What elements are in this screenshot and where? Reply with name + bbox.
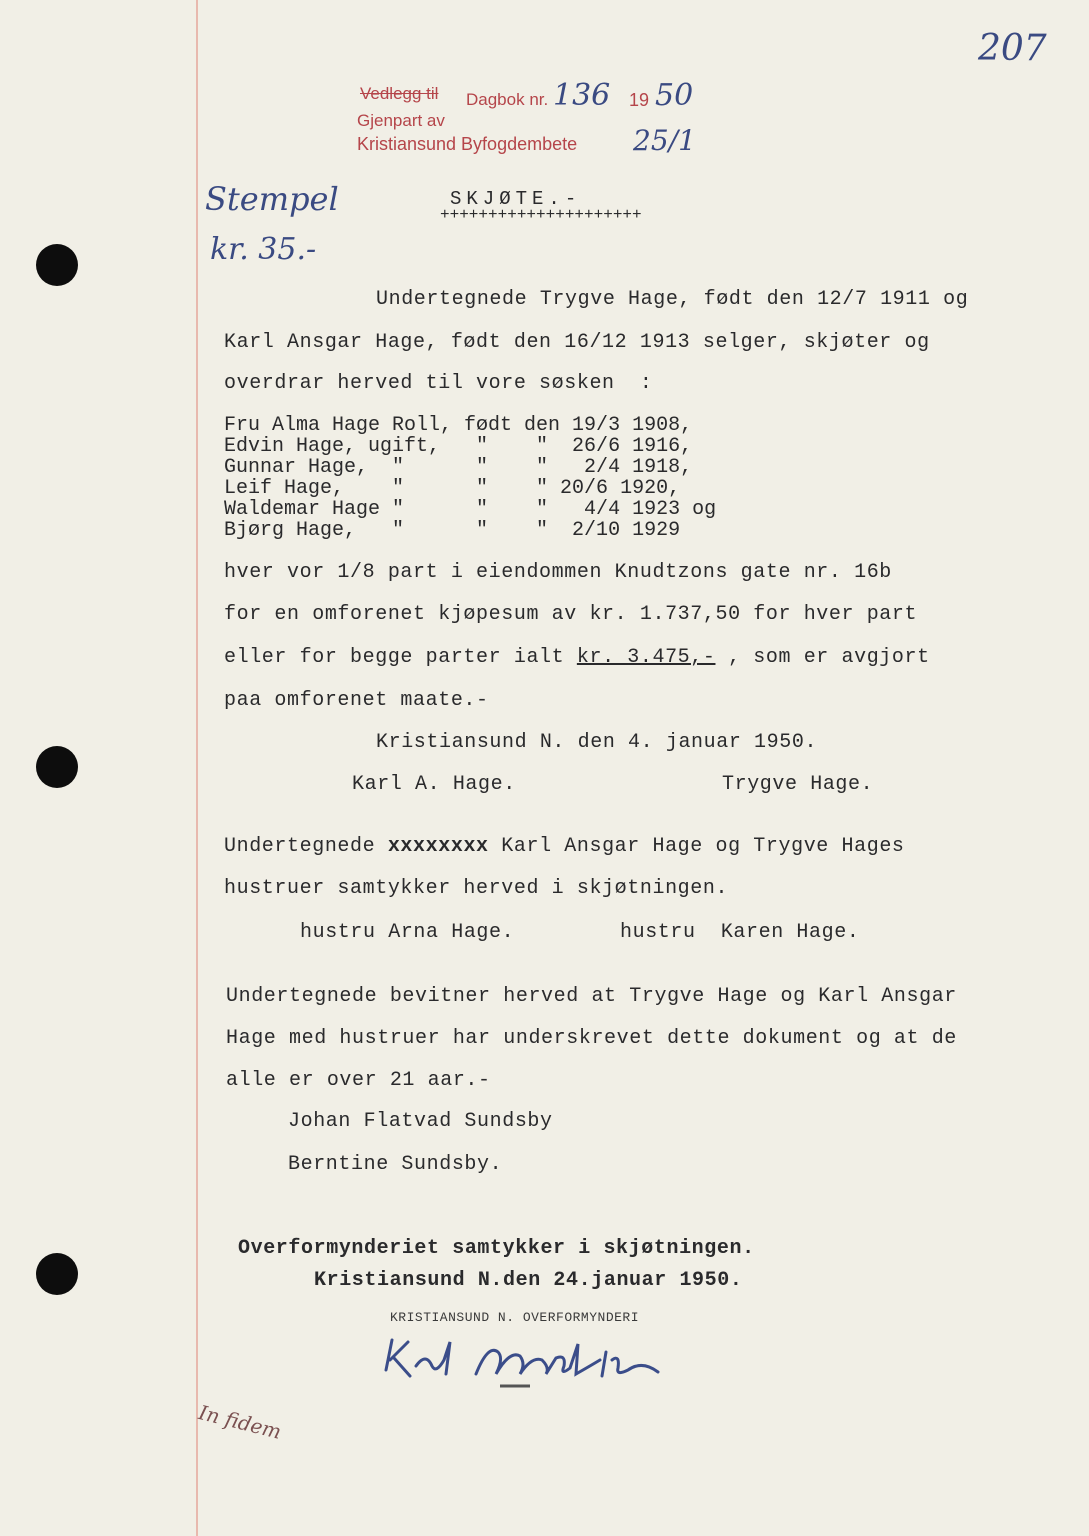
consent-line-1-end: Karl Ansgar Hage og Trygve Hages <box>488 835 905 858</box>
total-amount: kr. 3.475,- <box>576 646 716 669</box>
margin-note-stamp: Stempel <box>205 180 339 218</box>
page-title: SKJØTE.- <box>450 188 582 210</box>
body-line-4: paa omforenet maate.- <box>224 689 489 712</box>
stamp-year-suffix: 50 <box>655 78 694 113</box>
intro-line-2: Karl Ansgar Hage, født den 16/12 1913 selger, skjøter og <box>224 331 930 354</box>
in-fidem-note: In fidem <box>196 1400 284 1444</box>
body-line-3-end: , som er avgjort <box>715 646 930 669</box>
margin-rule <box>196 0 198 1536</box>
body-line-3 <box>224 646 930 669</box>
list-item: Bjørg Hage, " " " 2/10 1929 <box>224 519 681 542</box>
body-line-2: for en omforenet kjøpesum av kr. 1.737,50 for hver part <box>224 603 918 626</box>
intro-line-3: overdrar herved til vore søsken : <box>224 372 653 395</box>
list-item: Gunnar Hage, " " " 2/4 1918, <box>224 456 693 479</box>
guardian-line-1: Overformynderiet samtykker i skjøtningen. <box>238 1237 755 1260</box>
guardian-line-2: Kristiansund N.den 24.januar 1950. <box>314 1269 743 1292</box>
dagbok-number: 136 <box>553 78 611 113</box>
witness-line-2: Hage med hustruer har underskrevet dette dokument og at de <box>226 1027 957 1050</box>
signature-karen: hustru Karen Hage. <box>620 921 860 944</box>
stamp-attachment-label: Vedlegg til <box>360 84 439 103</box>
body-line-3-start: eller for begge parter ialt <box>224 646 577 669</box>
date-place: Kristiansund N. den 4. januar 1950. <box>376 731 818 754</box>
signature-arna: hustru Arna Hage. <box>300 921 515 944</box>
list-item: Waldemar Hage " " " 4/4 1923 og <box>224 498 717 521</box>
struck-word: xxxxxxxx <box>387 835 489 858</box>
stamp-office: Kristiansund Byfogdembete <box>357 134 578 154</box>
registry-stamp <box>360 84 438 104</box>
title-rule: +++++++++++++++++++++ <box>440 206 642 224</box>
guardian-signature <box>380 1330 700 1390</box>
body-line-1: hver vor 1/8 part i eiendommen Knudtzons gate nr. 16b <box>224 561 892 584</box>
punch-hole-top <box>36 244 78 286</box>
signature-karl: Karl A. Hage. <box>352 773 516 796</box>
list-item: Fru Alma Hage Roll, født den 19/3 1908, <box>224 414 693 437</box>
guardian-stamp: KRISTIANSUND N. OVERFORMYNDERI <box>390 1310 640 1325</box>
punch-hole-middle <box>36 746 78 788</box>
stamp-date: 25/1 <box>633 124 696 157</box>
list-item: Edvin Hage, ugift, " " 26/6 1916, <box>224 435 693 458</box>
margin-note-amount: kr. 35.- <box>210 232 317 267</box>
list-item: Leif Hage, " " " 20/6 1920, <box>224 477 681 500</box>
punch-hole-bottom <box>36 1253 78 1295</box>
signature-stroke-1 <box>386 1340 450 1376</box>
stamp-year-prefix: 19 <box>629 90 650 110</box>
dagbok-label: Dagbok nr. <box>466 90 549 109</box>
witness-name-1: Johan Flatvad Sundsby <box>288 1110 553 1133</box>
witness-line-1: Undertegnede bevitner herved at Trygve Hage og Karl Ansgar <box>226 985 957 1008</box>
consent-line-1-start: Undertegnede <box>224 835 388 858</box>
page-number: 207 <box>978 28 1047 69</box>
intro-line-1: Undertegnede Trygve Hage, født den 12/7 1911 og <box>376 288 969 311</box>
consent-line-1 <box>224 835 905 858</box>
signature-trygve: Trygve Hage. <box>722 773 874 796</box>
witness-line-3: alle er over 21 aar.- <box>226 1069 491 1092</box>
stamp-copy-label: Gjenpart av <box>357 111 445 130</box>
signature-stroke-2 <box>476 1344 658 1376</box>
witness-name-2: Berntine Sundsby. <box>288 1153 503 1176</box>
consent-line-2: hustruer samtykker herved i skjøtningen. <box>224 877 729 900</box>
